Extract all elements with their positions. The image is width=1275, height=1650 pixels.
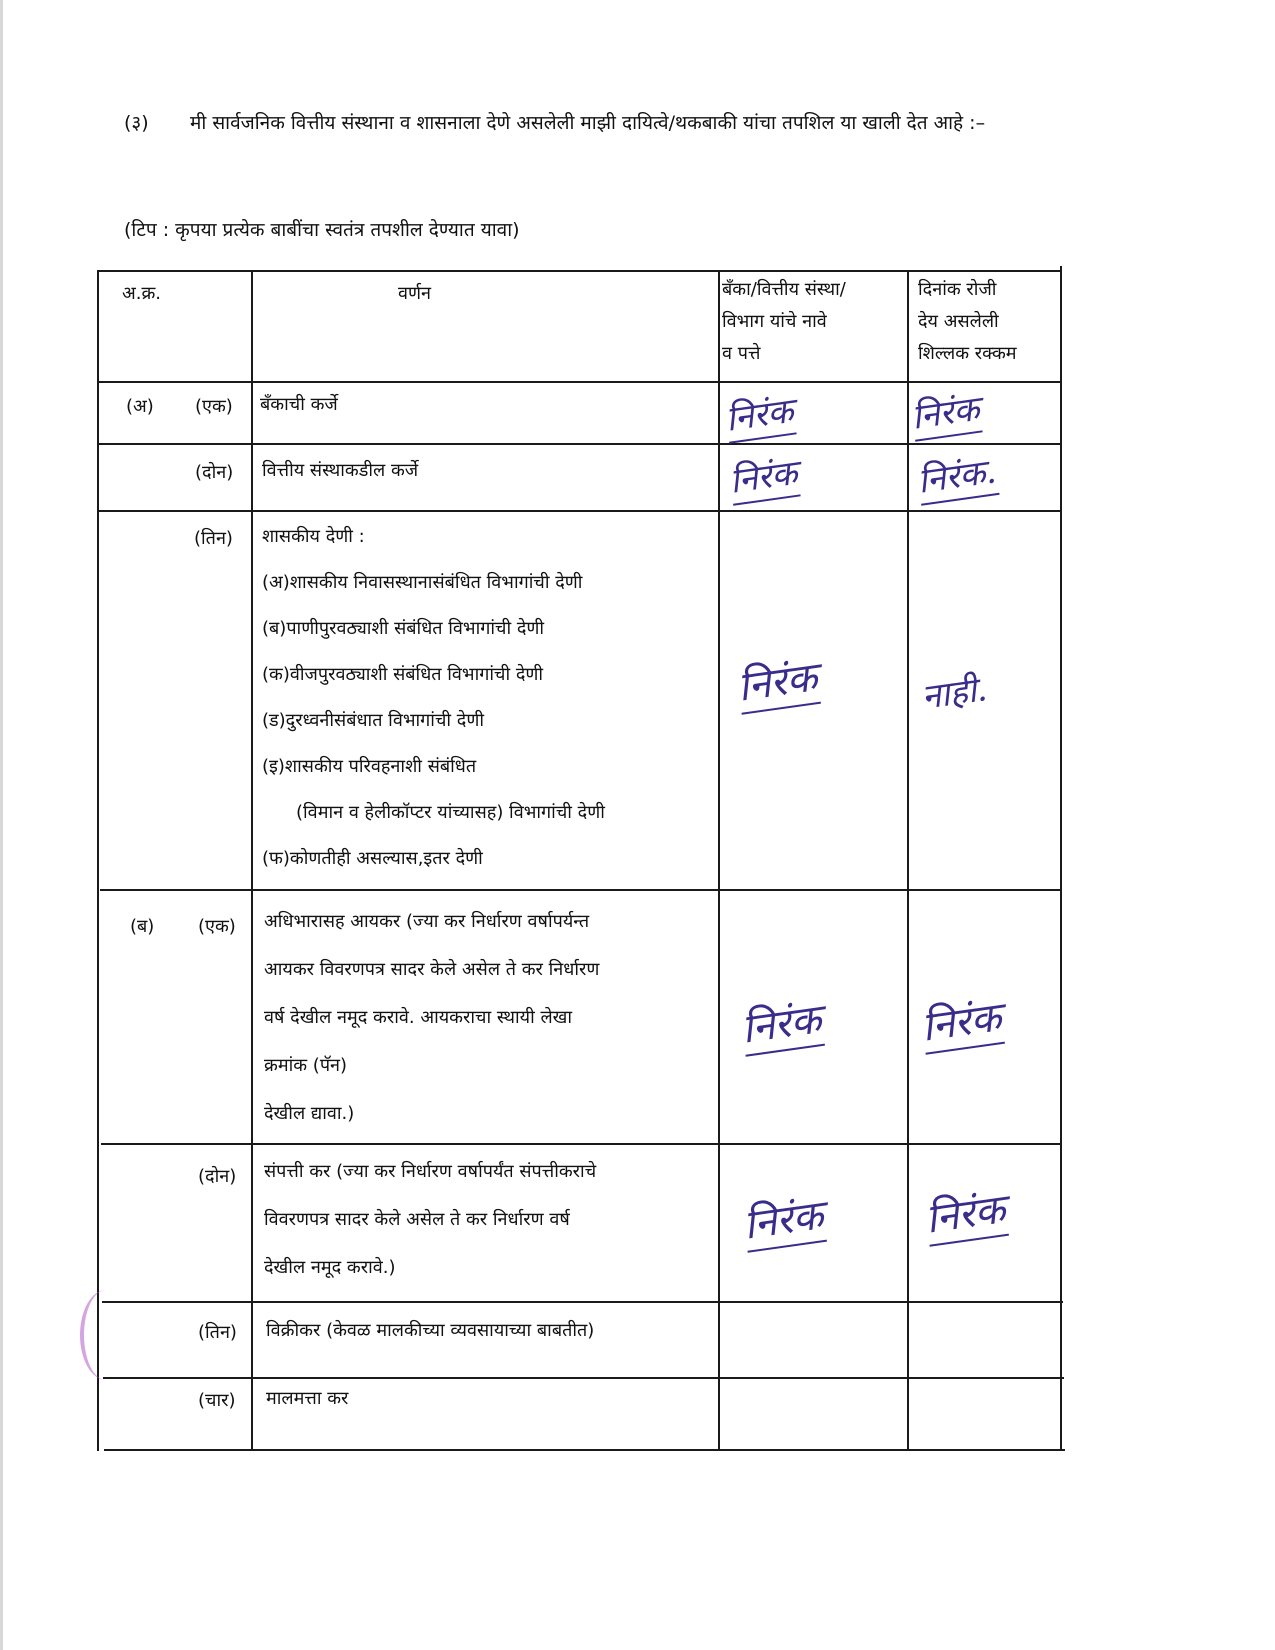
row-divider [100, 889, 1061, 891]
row-desc: शासकीय देणी : (अ)शासकीय निवासस्थानासंबंधित विभागांची देणी (ब)पाणीपुरवठ्याशी संबंधित विभागांची देणी (क)वीजपुरवठ्याशी संबंधित विभागांची देणी (ड)दुरध्वनीसंबंधात विभागांची देणी (इ)शासकीय परिवहनाशी संबंधित (विमान व हेलीकॉप्टर यांच्यासह) विभागांची देणी (फ)कोणतीही असल्यास,इतर देणी [262, 526, 605, 869]
row-sub: (चार) [198, 1390, 236, 1411]
page-edge [0, 0, 3, 1650]
handwritten-amount: निरंक [919, 997, 1003, 1048]
table-border-top [97, 270, 1060, 272]
row-desc: मालमत्ता कर [266, 1388, 349, 1409]
table-border-right [1060, 266, 1062, 1451]
row-divider [102, 1301, 1063, 1303]
header-description: वर्णन [398, 283, 432, 304]
table-border-bottom [104, 1449, 1065, 1451]
table-border-left [97, 270, 99, 1451]
handwritten-amount: नाही. [919, 669, 990, 718]
row-divider [98, 381, 1060, 383]
intro-text: मी सार्वजनिक वित्तीय संस्थाना व शासनाला देणे असलेली माझी दायित्वे/थकबाकी यांचा तपशिल या खाली देत आहे :– [190, 112, 986, 134]
row-desc: विक्रीकर (केवळ मालकीच्या व्यवसायाच्या बाबतीत) [266, 1320, 595, 1341]
row-group: (ब) [130, 916, 155, 937]
row-sub: (दोन) [195, 462, 234, 483]
handwritten-bank: निरंक [741, 1195, 825, 1246]
note-text: (टिप : कृपया प्रत्येक बाबींचा स्वतंत्र तपशील देण्यात यावा) [124, 219, 520, 241]
row-sub: (तिन) [198, 1322, 237, 1343]
row-desc: अधिभारासह आयकर (ज्या कर निर्धारण वर्षापर्यन्त आयकर विवरणपत्र सादर केले असेल ते कर निर्धारण वर्ष देखील नमूद करावे. आयकराचा स्थायी लेखा क्रमांक (पॅन) देखील द्यावा.) [264, 911, 600, 1124]
handwritten-bank: निरंक [727, 453, 800, 502]
row-sub: (एक) [195, 396, 233, 417]
stamp-mark [80, 1290, 132, 1380]
handwritten-bank: निरंक [739, 999, 823, 1050]
header-bank: बँका/वित्तीय संस्था/ विभाग यांचे नावे व पत्ते [722, 279, 846, 364]
row-divider [103, 1377, 1064, 1379]
column-divider [907, 270, 909, 1451]
row-desc: संपत्ती कर (ज्या कर निर्धारण वर्षापर्यंत संपत्तीकराचे विवरणपत्र सादर केले असेल ते कर निर्धारण वर्ष देखील नमूद करावे.) [264, 1161, 597, 1278]
row-divider [98, 443, 1060, 445]
row-desc: वित्तीय संस्थाकडील कर्जे [262, 460, 419, 481]
row-sub: (एक) [198, 916, 236, 937]
row-sub: (तिन) [194, 528, 233, 549]
handwritten-amount: निरंक [909, 389, 982, 438]
row-group: (अ) [126, 396, 154, 417]
handwritten-amount: निरंक. [915, 451, 998, 502]
row-desc: बँकाची कर्जे [260, 394, 338, 415]
column-divider [718, 270, 720, 1451]
handwritten-bank: निरंक [723, 391, 796, 440]
header-serial: अ.क्र. [122, 283, 162, 304]
row-sub: (दोन) [198, 1166, 237, 1187]
row-divider [101, 1143, 1062, 1145]
column-divider [251, 270, 253, 1451]
intro-number: (३) [124, 112, 149, 134]
row-divider [99, 510, 1060, 512]
intro-paragraph [124, 104, 1084, 142]
handwritten-bank: निरंक [735, 657, 819, 708]
handwritten-amount: निरंक [923, 1189, 1007, 1240]
header-amount: दिनांक रोजी देय असलेली शिल्लक रक्कम [918, 279, 1017, 364]
